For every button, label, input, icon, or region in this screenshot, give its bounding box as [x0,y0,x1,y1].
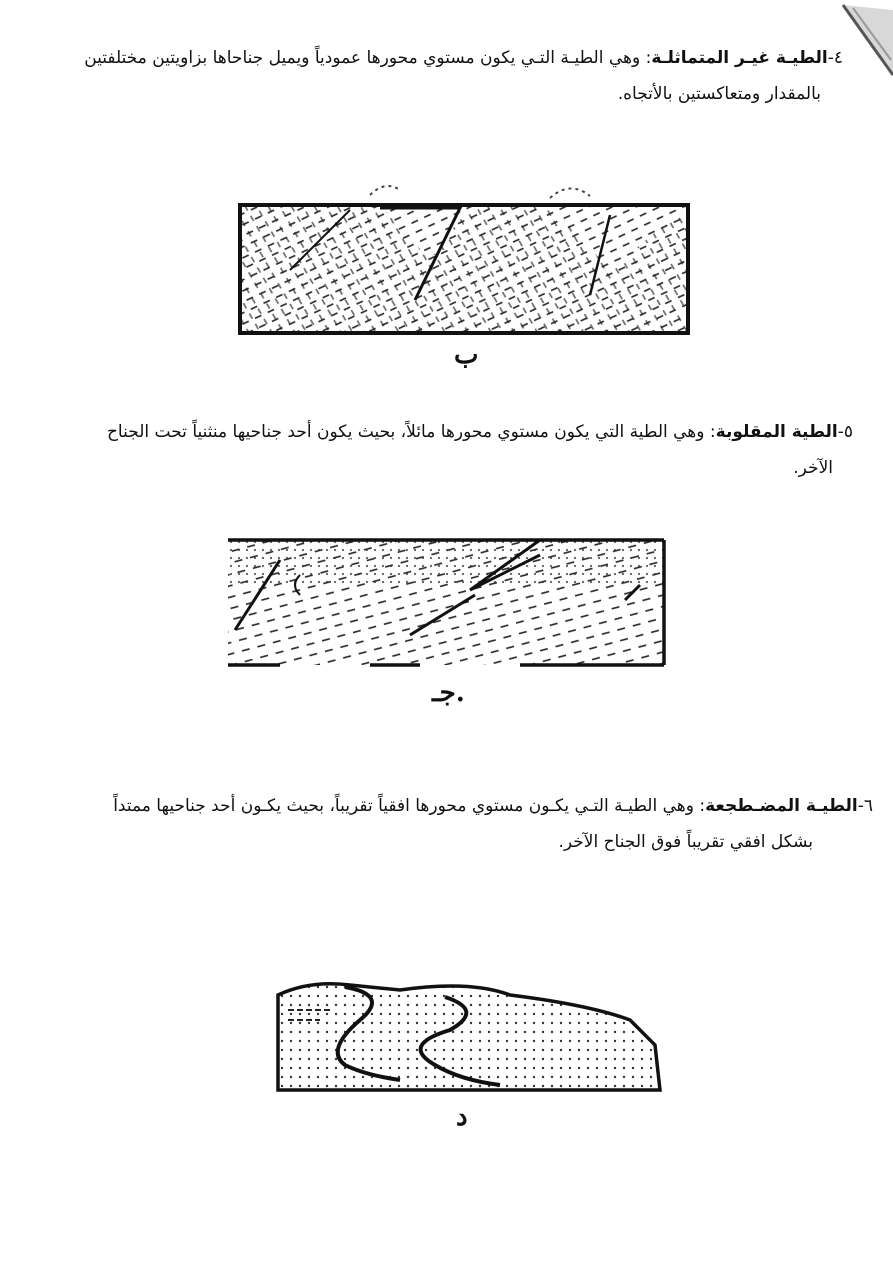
section-4-number: ٤ [833,48,843,68]
section-5-definition: وهي الطية التي يكون مستوي محورها مائلاً، بحيث يكون أحد جناحيها منثنياً تحت الجناح [106,422,705,442]
section-4-term: الطيـة غيـر المتماثلـة [651,48,828,68]
figure-c-label: جـ. [432,678,465,708]
section-6-text [13,788,873,860]
figure-d-label: د [456,1102,468,1132]
section-6-number: ٦ [863,796,873,816]
section-6-definition: وهي الطيـة التـي يكـون مستوي محورها افقياً تقريباً، بحيث يكـون أحد جناحيها ممتداً [113,796,694,816]
section-4-line-1: ٤-الطيـة غيـر المتماثلـة: وهي الطيـة التـي يكون مستوي محورها عمودياً ويميل جناحاها بزاويتين مختلفتين [84,48,843,68]
section-5-text [23,414,853,486]
section-4-definition: وهي الطيـة التـي يكون مستوي محورها عمودياً ويميل جناحاها بزاويتين مختلفتين [84,48,641,68]
fold-diagram-d [270,975,670,1100]
section-6-line-1: ٦-الطيـة المضـطجعة: وهي الطيـة التـي يكـون مستوي محورها افقياً تقريباً، بحيث يكـون أحد جناحيها ممتداً [113,796,873,816]
section-5-number: ٥ [843,422,853,442]
section-4-text [23,40,843,112]
fold-diagram-c [220,515,675,675]
section-5-line-1: ٥-الطية المقلوبة: وهي الطية التي يكون مستوي محورها مائلاً، بحيث يكون أحد جناحيها منثنياً تحت الجناح [106,422,853,442]
figure-b-label: ب [454,340,479,370]
section-5-line-2: الآخر. [793,458,833,478]
section-4-line-2: بالمقدار ومتعاكستين بالأتجاه. [617,84,821,104]
section-6-line-2: بشكل افقي تقريباً فوق الجناح الآخر. [558,832,813,852]
section-6-term: الطيـة المضـطجعة [705,796,858,816]
fold-diagram-b [230,170,700,340]
section-5-term: الطية المقلوبة [715,422,838,442]
